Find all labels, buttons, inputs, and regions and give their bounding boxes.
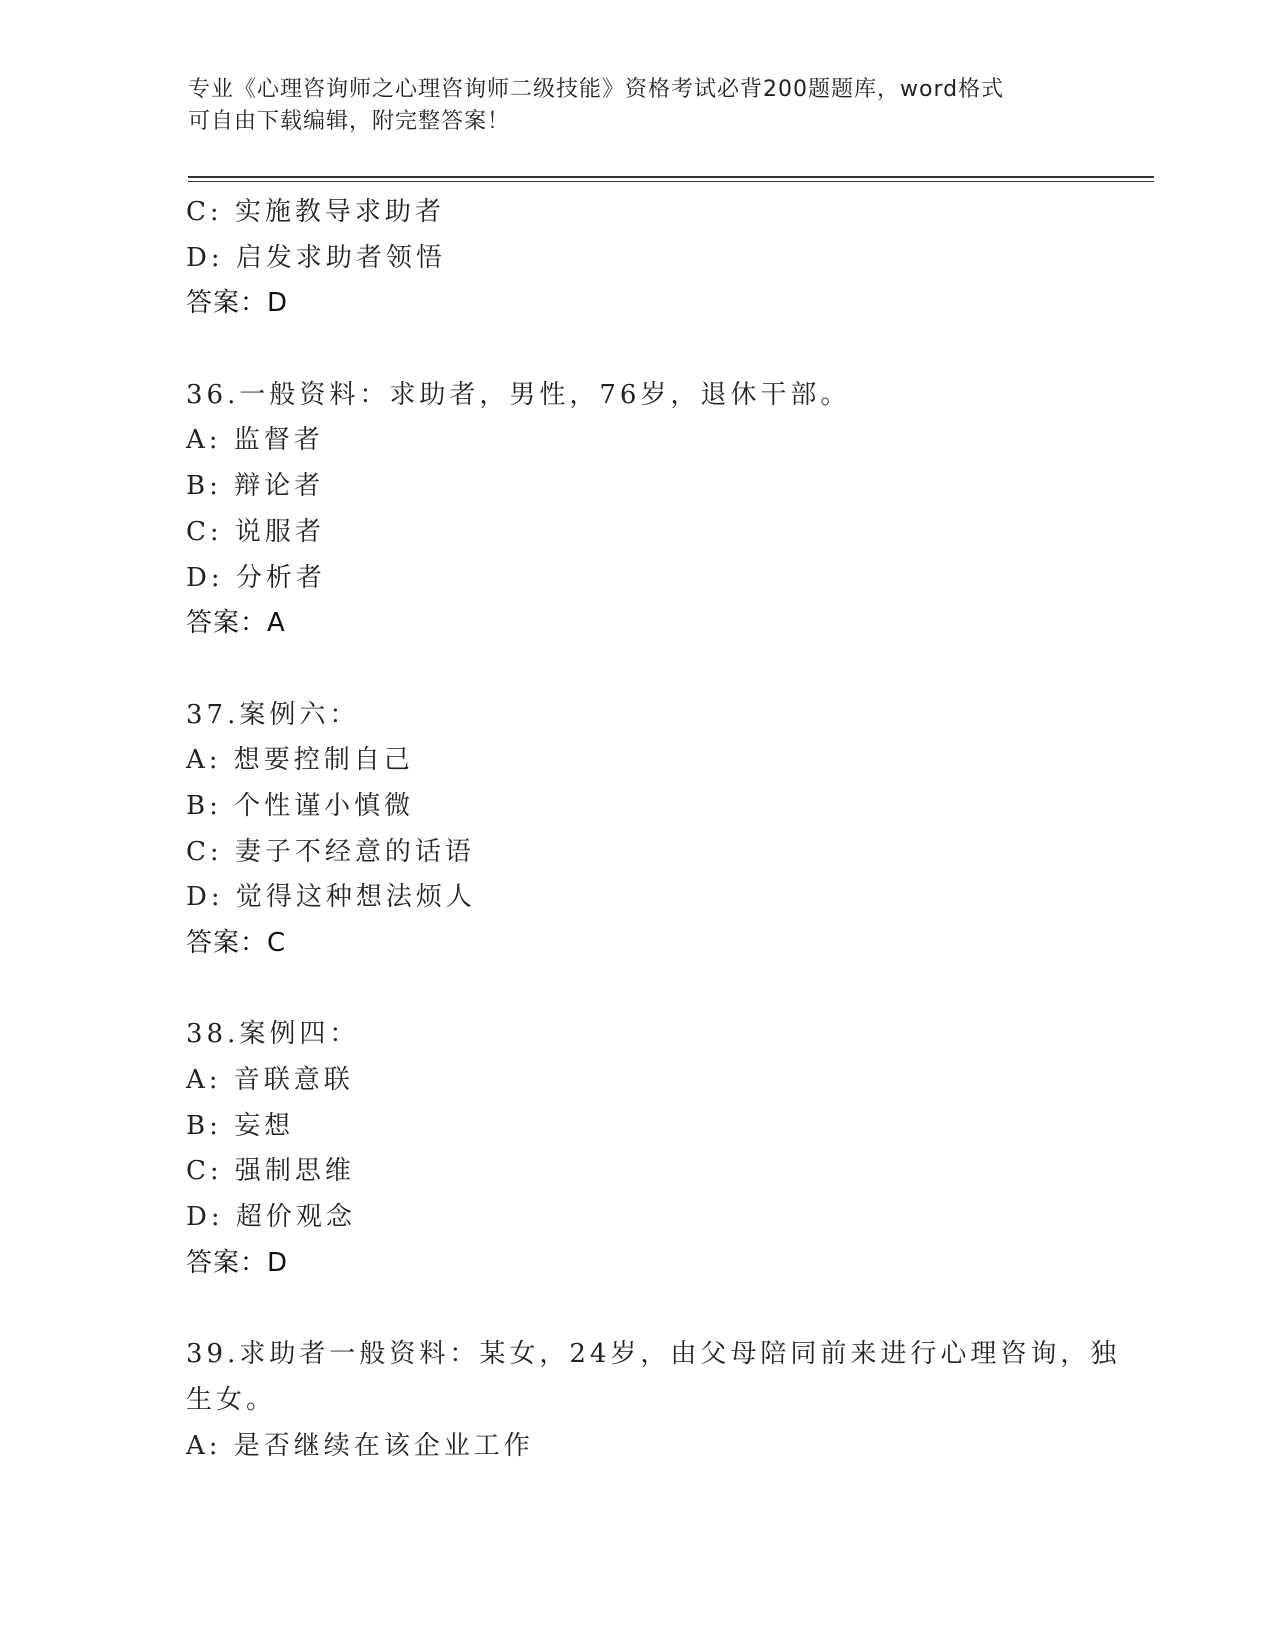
option-a: A: 监督者 — [186, 425, 324, 456]
previous-question-tail — [186, 190, 1086, 327]
question-stem: 38.案例四： — [186, 1019, 360, 1050]
question-stem: 36.一般资料：求助者，男性，76岁，退休干部。 — [186, 379, 851, 410]
answer: 答案：A — [186, 608, 286, 639]
option-b: B: 妄想 — [186, 1110, 295, 1141]
option-b: B: 个性谨小慎微 — [186, 790, 415, 821]
question-stem: 37.案例六： — [186, 699, 360, 730]
header-rule-thick — [188, 176, 1154, 178]
question-38 — [186, 1012, 1086, 1286]
option-c: C: 说服者 — [186, 516, 325, 547]
question-list — [186, 190, 1121, 1469]
option-b: B: 辩论者 — [186, 471, 325, 502]
spacer — [186, 1287, 1086, 1333]
option-d: D: 超价观念 — [186, 1202, 356, 1233]
option-d: D: 分析者 — [186, 562, 326, 593]
option-a: A: 是否继续在该企业工作 — [186, 1430, 534, 1461]
question-stem-line-1: 39.求助者一般资料：某女，24岁，由父母陪同前来进行心理咨询，独 — [186, 1339, 1121, 1370]
question-39 — [186, 1332, 1121, 1469]
option-c: C: 强制思维 — [186, 1156, 355, 1187]
option-a: A: 音联意联 — [186, 1065, 354, 1096]
question-stem-line-2: 生女。 — [186, 1384, 277, 1415]
question-37 — [186, 693, 1086, 967]
header-line-2: 可自由下载编辑，附完整答案！ — [188, 109, 511, 134]
question-36 — [186, 373, 1086, 647]
option-c: C: 实施教导求助者 — [186, 197, 445, 227]
header-line-1: 专业《心理咨询师之心理咨询师二级技能》资格考试必背200题题库，word格式 — [188, 77, 1005, 102]
answer: 答案：C — [186, 928, 287, 958]
spacer — [186, 327, 1086, 373]
option-a: A: 想要控制自己 — [186, 745, 414, 776]
answer: 答案：D — [186, 288, 289, 319]
option-d: D: 启发求助者领悟 — [186, 242, 446, 273]
option-c: C: 妻子不经意的话语 — [186, 836, 475, 867]
answer: 答案：D — [186, 1247, 289, 1278]
spacer — [186, 647, 1086, 693]
spacer — [186, 967, 1086, 1013]
header-rule-thin — [188, 181, 1154, 182]
document-header — [188, 74, 1088, 138]
option-d: D: 觉得这种想法烦人 — [186, 882, 476, 913]
